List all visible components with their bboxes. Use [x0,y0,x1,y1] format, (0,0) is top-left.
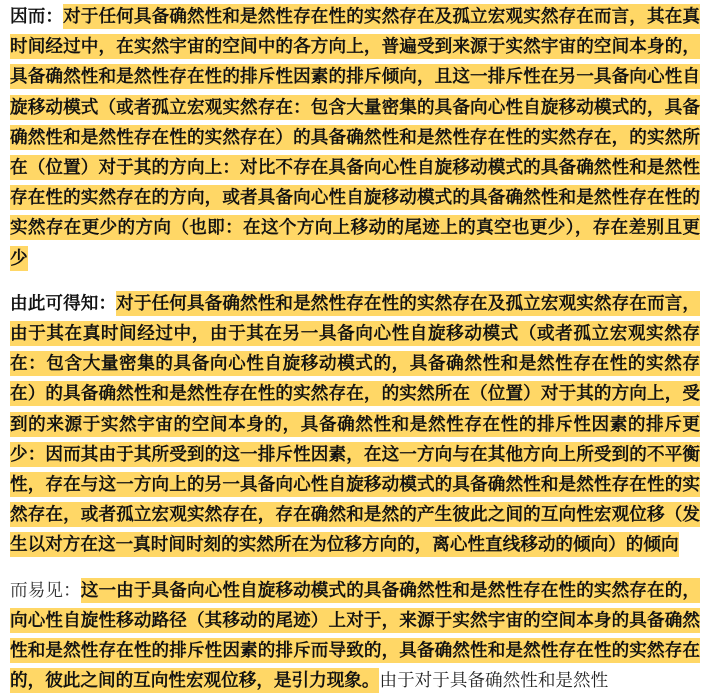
paragraph-continuation: 由于对于具备确然性和是然性 [379,671,609,692]
paragraph-conclusion [10,289,700,561]
paragraph-evident [10,576,700,697]
paragraph-therefore [10,2,700,274]
paragraph-lead: 由此可得知： [10,292,117,314]
highlighted-text: 对于任何具备确然性和是然性存在性的实然存在及孤立宏观实然存在而言，由于其在真时间经过中，由于其在另一具备向心性自旋移动模式（或者孤立宏观实然存在：包含大量密集的具备向心性自旋移动模式的，具备确然性和是然性存在性的实然存在）的具备确然性和是然性存在性的实然存在，的实然所在（位置）对于其的方向上，受到的来源于实然宇宙的空间本身的，具备确然性和是然性存在性的排斥性因素的排斥更少：因而其由于其所受到的这一排斥性因素，在这一方向与在其他方向上所受到的不平衡性，存在与这一方向上的另一具备向心性自旋移动模式的具备确然性和是然性存在性的实然存在，或者孤立宏观实然存在，存在确然和是然的产生彼此之间的互向性宏观位移（发生以对方在这一真时间时刻的实然所在为位移方向的，离心性直线移动的倾向）的倾向 [10,292,700,556]
paragraph-lead: 而易见： [10,580,81,601]
paragraph-lead: 因而： [10,6,64,27]
highlighted-text: 对于任何具备确然性和是然性存在性的实然存在及孤立宏观实然存在而言，其在真时间经过中，在实然宇宙的空间中的各方向上，普遍受到来源于实然宇宙的空间本身的，具备确然性和是然性存在性的排斥性因素的排斥倾向，且这一排斥性在另一具备向心性自旋移动模式（或者孤立宏观实然存在：包含大量密集的具备向心性自旋移动模式的，具备确然性和是然性存在性的实然存在）的具备确然性和是然性存在性的实然存在，的实然所在（位置）对于其的方向上：对比不存在具备向心性自旋移动模式的具备确然性和是然性存在性的实然存在的方向，或者具备向心性自旋移动模式的具备确然性和是然性存在性的实然存在更少的方向（也即：在这个方向上移动的尾迹上的真空也更少），存在差别且更少 [10,6,700,269]
highlighted-text: 这一由于具备向心性自旋移动模式的具备确然性和是然性存在性的实然存在的，向心性自旋性移动路径（其移动的尾迹）上对于，来源于实然宇宙的空间本身的具备确然性和是然性存在性的排斥性因素的排斥而导致的，具备确然性和是然性存在性的实然存在的，彼此之间的互向性宏观位移，是引力现象。 [10,579,700,692]
